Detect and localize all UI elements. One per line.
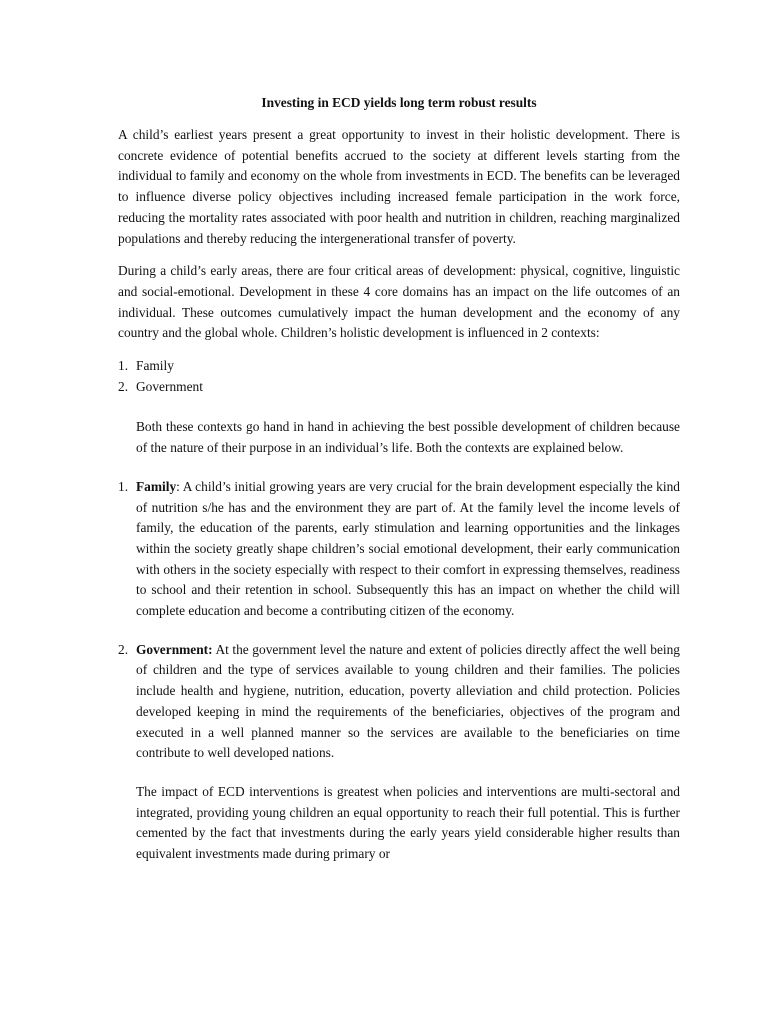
detail-item-family [118, 477, 680, 622]
list-number: 1. [118, 358, 129, 374]
list-number: 2. [118, 641, 129, 657]
detail-list [118, 477, 680, 865]
detail-followup: The impact of ECD interventions is greatest when policies and interventions are multi-sectoral and integrated, providing young children an equal opportunity to reach their full potential. This is further cemented by the fact that investments during the early years yield considerable higher results than equivalent investments made during primary or [136, 783, 680, 862]
intro-paragraph: A child’s earliest years present a great opportunity to invest in their holistic development. There is concrete evidence of potential benefits accrued to the society at different levels starting from the individual to family and economy on the whole from investments in ECD. The benefits can be leveraged to influence diverse policy objectives including increased female participation in the work force, reducing the mortality rates associated with poor health and nutrition in children, reaching marginalized populations and thereby reducing the intergenerational transfer of poverty. [118, 127, 680, 246]
list-item-text: Family [136, 358, 174, 374]
detail-separator: : [176, 478, 183, 494]
detail-term: Family [136, 478, 177, 494]
contexts-note: Both these contexts go hand in hand in achieving the best possible development of children because of the nature of their purpose in an individual’s life. Both the contexts are explained below. [136, 419, 680, 456]
detail-term: Government: [136, 641, 213, 657]
development-areas-paragraph: During a child’s early areas, there are four critical areas of development: physical, cognitive, linguistic and social-emotional. Development in these 4 core domains has an impact on the life outcomes of an individual. These outcomes cumulatively impact the human development and the economy of any country and the global whole. Children’s holistic development is influenced in 2 contexts: [118, 263, 680, 341]
document-title: Investing in ECD yields long term robust results [261, 95, 537, 110]
contexts-list [118, 356, 680, 397]
detail-item-government [118, 640, 680, 865]
list-number: 2. [118, 378, 129, 394]
detail-text: At the government level the nature and extent of policies directly affect the well being of children and the type of services available to young children and their families. The policies include health and hygiene, nutrition, education, poverty alleviation and child protection. Policies developed keeping in mind the requirements of the beneficiaries, objectives of the program and executed in a well planned manner so the services are available to the beneficiaries on time contribute to well developed nations. [136, 641, 680, 761]
list-item [118, 377, 680, 398]
detail-text: A child’s initial growing years are very crucial for the brain development especially the kind of nutrition s/he has and the environment they are part of. At the family level the income levels of family, the education of the parents, early stimulation and learning opportunities and the linkages within the society greatly shape children’s social emotional development, their early communication with others in the society especially with respect to their comfort in expressing themselves, readiness to school and their retention in school. Subsequently this has an impact on whether the child will complete education and become a contributing citizen of the economy. [136, 478, 680, 619]
list-item [118, 356, 680, 377]
list-item-text: Government [136, 378, 203, 394]
list-number: 1. [118, 478, 129, 494]
